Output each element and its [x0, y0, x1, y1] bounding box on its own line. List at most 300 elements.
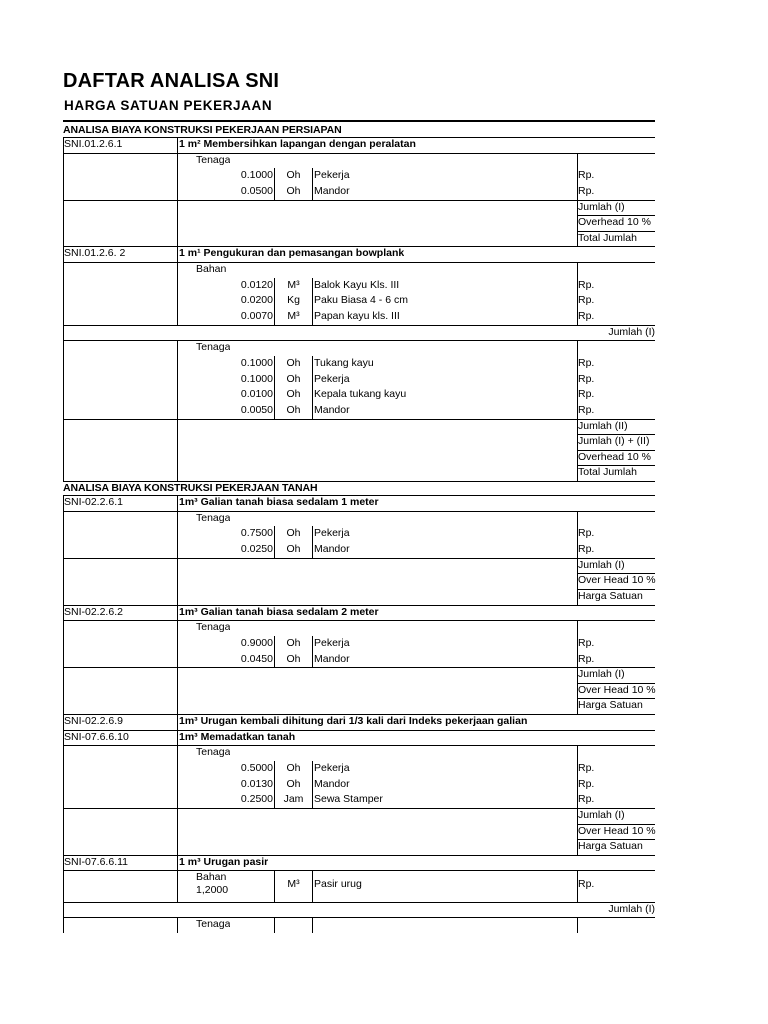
column-rule: [312, 542, 313, 558]
column-rule: [577, 231, 578, 247]
line-price: Rp.: [578, 652, 595, 665]
column-rule: [577, 168, 578, 184]
table-row: [63, 870, 655, 901]
column-rule: [177, 356, 178, 372]
item-description: 1m³ Galian tanah biasa sedalam 2 meter: [179, 605, 379, 618]
column-rule: [577, 262, 578, 278]
column-rule: [274, 777, 275, 793]
column-rule: [63, 293, 64, 309]
column-rule: [63, 589, 64, 605]
item-description: 1m³ Memadatkan tanah: [179, 730, 296, 743]
table-row: [63, 792, 655, 808]
line-unit: Oh: [286, 372, 301, 385]
column-rule: [63, 620, 64, 636]
column-rule: [312, 184, 313, 200]
total-label: Harga Satuan: [578, 589, 643, 602]
table-row: [63, 153, 655, 169]
table-row: [63, 526, 655, 542]
table-row: [63, 511, 655, 527]
column-rule: [177, 698, 178, 714]
subtotal-label: Jumlah (I): [608, 902, 655, 915]
column-rule: [274, 526, 275, 542]
total-label: Overhead 10 %: [578, 450, 651, 463]
column-rule: [63, 526, 64, 542]
column-rule: [274, 356, 275, 372]
item-code: SNI-07.6.6.10: [64, 730, 129, 743]
line-quantity: 0.0500: [240, 184, 273, 197]
group-label: Tenaga: [196, 918, 231, 931]
column-rule: [63, 902, 64, 918]
table-row: [63, 434, 655, 450]
line-name: Pekerja: [314, 372, 350, 385]
group-label: Bahan: [196, 871, 227, 884]
column-rule: [63, 246, 64, 262]
line-price: Rp.: [578, 527, 595, 540]
column-rule: [63, 683, 64, 699]
total-label: Overhead 10 %: [578, 216, 651, 229]
line-name: Pekerja: [314, 636, 350, 649]
line-name: Paku Biasa 4 - 6 cm: [314, 294, 408, 307]
column-rule: [177, 605, 178, 621]
column-rule: [577, 745, 578, 761]
column-rule: [63, 730, 64, 746]
column-rule: [312, 387, 313, 403]
column-rule: [312, 761, 313, 777]
column-rule: [577, 777, 578, 793]
table-row: [63, 340, 655, 356]
column-rule: [274, 168, 275, 184]
line-unit: M³: [287, 310, 300, 323]
total-label: Jumlah (I): [578, 668, 625, 681]
column-rule: [577, 293, 578, 309]
line-price: Rp.: [578, 278, 595, 291]
column-rule: [63, 356, 64, 372]
section-header: ANALISA BIAYA KONSTRUKSI PEKERJAAN TANAH: [63, 482, 318, 495]
column-rule: [577, 340, 578, 356]
column-rule: [274, 403, 275, 419]
column-rule: [312, 403, 313, 419]
item-description: 1 m³ Urugan pasir: [179, 855, 269, 868]
column-rule: [274, 387, 275, 403]
item-description: 1 m² Membersihkan lapangan dengan peralatan: [179, 138, 416, 150]
page-title: DAFTAR ANALISA SNI: [63, 70, 280, 92]
table-row: [63, 636, 655, 652]
column-rule: [577, 153, 578, 169]
table-row: [63, 481, 655, 495]
column-rule: [177, 745, 178, 761]
line-name: Kepala tukang kayu: [314, 388, 407, 401]
column-rule: [577, 652, 578, 668]
line-price: Rp.: [578, 403, 595, 416]
line-quantity: 0.0450: [240, 652, 273, 665]
column-rule: [577, 465, 578, 481]
item-code: SNI-07.6.6.11: [64, 855, 129, 868]
line-unit: M³: [287, 278, 300, 291]
column-rule: [577, 761, 578, 777]
column-rule: [577, 698, 578, 714]
table-row: [63, 231, 655, 247]
table-row: [63, 620, 655, 636]
column-rule: [177, 917, 178, 933]
column-rule: [177, 636, 178, 652]
column-rule: [177, 839, 178, 855]
column-rule: [177, 465, 178, 481]
table-row: [63, 293, 655, 309]
column-rule: [177, 777, 178, 793]
line-price: Rp.: [578, 310, 595, 323]
column-rule: [312, 309, 313, 325]
subtotal-label: Jumlah (I): [608, 325, 655, 338]
line-price: Rp.: [578, 777, 595, 790]
column-rule: [63, 839, 64, 855]
line-quantity: 0.5000: [240, 761, 273, 774]
column-rule: [312, 278, 313, 294]
column-rule: [177, 137, 178, 153]
column-rule: [177, 372, 178, 388]
column-rule: [577, 526, 578, 542]
table-row: [63, 824, 655, 840]
table-row: [63, 558, 655, 574]
line-quantity: 0.1000: [240, 372, 273, 385]
column-rule: [177, 761, 178, 777]
line-price: Rp.: [578, 543, 595, 556]
table-row: [63, 808, 655, 824]
column-rule: [177, 387, 178, 403]
column-rule: [577, 387, 578, 403]
group-label: Tenaga: [196, 621, 231, 634]
table-row: [63, 495, 655, 511]
column-rule: [577, 511, 578, 527]
column-rule: [177, 231, 178, 247]
table-row: [63, 123, 655, 137]
table-row: [63, 450, 655, 466]
line-quantity: 0.1000: [240, 169, 273, 182]
table-row: [63, 902, 655, 918]
item-code: SNI-02.2.6.9: [64, 715, 123, 728]
column-rule: [63, 309, 64, 325]
column-rule: [177, 511, 178, 527]
column-rule: [63, 262, 64, 278]
column-rule: [577, 683, 578, 699]
column-rule: [577, 667, 578, 683]
column-rule: [577, 589, 578, 605]
group-label: Tenaga: [196, 511, 231, 524]
column-rule: [577, 573, 578, 589]
column-rule: [312, 870, 313, 901]
column-rule: [177, 855, 178, 871]
column-rule: [312, 636, 313, 652]
table-row: [63, 683, 655, 699]
total-label: Total Jumlah: [578, 466, 637, 479]
line-unit: Oh: [286, 761, 301, 774]
column-rule: [577, 636, 578, 652]
item-code: SNI.01.2.6. 2: [64, 247, 126, 260]
line-quantity: 0.0100: [240, 388, 273, 401]
column-rule: [63, 419, 64, 435]
group-label: Tenaga: [196, 153, 231, 166]
column-rule: [177, 824, 178, 840]
column-rule: [577, 542, 578, 558]
column-rule: [177, 309, 178, 325]
line-name: Papan kayu kls. III: [314, 310, 400, 323]
line-unit: Oh: [286, 543, 301, 556]
group-label: Tenaga: [196, 341, 231, 354]
table-row: [63, 917, 655, 933]
line-unit: Oh: [286, 652, 301, 665]
column-rule: [63, 511, 64, 527]
column-rule: [177, 730, 178, 746]
column-rule: [274, 542, 275, 558]
total-label: Jumlah (I): [578, 808, 625, 821]
column-rule: [177, 200, 178, 216]
group-inline-qty: 1,2000: [196, 884, 229, 897]
column-rule: [274, 870, 275, 901]
column-rule: [177, 246, 178, 262]
column-rule: [177, 714, 178, 730]
table-row: [63, 419, 655, 435]
column-rule: [274, 652, 275, 668]
column-rule: [63, 325, 64, 341]
column-rule: [577, 870, 578, 901]
column-rule: [63, 667, 64, 683]
table-row: [63, 745, 655, 761]
column-rule: [63, 792, 64, 808]
line-price: Rp.: [578, 793, 595, 806]
column-rule: [177, 542, 178, 558]
column-rule: [312, 293, 313, 309]
column-rule: [312, 777, 313, 793]
item-code: SNI-02.2.6.2: [64, 605, 123, 618]
line-unit: Oh: [286, 356, 301, 369]
column-rule: [274, 792, 275, 808]
column-rule: [577, 824, 578, 840]
column-rule: [177, 340, 178, 356]
column-rule: [177, 168, 178, 184]
line-price: Rp.: [578, 878, 595, 891]
column-rule: [63, 434, 64, 450]
column-rule: [177, 589, 178, 605]
item-code: SNI.01.2.6.1: [64, 138, 123, 150]
column-rule: [312, 652, 313, 668]
column-rule: [274, 761, 275, 777]
column-rule: [577, 356, 578, 372]
column-rule: [312, 792, 313, 808]
table-row: [63, 325, 655, 341]
line-unit: Oh: [286, 777, 301, 790]
column-rule: [177, 293, 178, 309]
line-name: Mandor: [314, 403, 350, 416]
column-rule: [577, 450, 578, 466]
column-rule: [577, 215, 578, 231]
line-price: Rp.: [578, 388, 595, 401]
column-rule: [63, 808, 64, 824]
line-unit: Oh: [286, 636, 301, 649]
column-rule: [63, 558, 64, 574]
line-price: Rp.: [578, 356, 595, 369]
table-row: [63, 777, 655, 793]
column-rule: [577, 309, 578, 325]
analysis-table: [63, 123, 656, 933]
total-label: Jumlah (I): [578, 200, 625, 213]
column-rule: [177, 153, 178, 169]
column-rule: [177, 495, 178, 511]
column-rule: [63, 777, 64, 793]
column-rule: [177, 792, 178, 808]
line-unit: Kg: [287, 294, 300, 307]
column-rule: [177, 870, 178, 901]
line-price: Rp.: [578, 294, 595, 307]
line-price: Rp.: [578, 184, 595, 197]
column-rule: [177, 683, 178, 699]
table-row: [63, 855, 655, 871]
column-rule: [63, 184, 64, 200]
column-rule: [177, 184, 178, 200]
total-label: Over Head 10 %: [578, 824, 656, 837]
column-rule: [177, 652, 178, 668]
column-rule: [312, 526, 313, 542]
line-unit: M³: [287, 878, 300, 891]
column-rule: [177, 434, 178, 450]
line-name: Pekerja: [314, 527, 350, 540]
column-rule: [577, 792, 578, 808]
column-rule: [63, 824, 64, 840]
column-rule: [63, 714, 64, 730]
total-label: Jumlah (I): [578, 558, 625, 571]
line-name: Pekerja: [314, 761, 350, 774]
total-label: Harga Satuan: [578, 699, 643, 712]
line-price: Rp.: [578, 636, 595, 649]
column-rule: [577, 403, 578, 419]
column-rule: [577, 278, 578, 294]
line-name: Mandor: [314, 777, 350, 790]
column-rule: [63, 153, 64, 169]
line-unit: Oh: [286, 169, 301, 182]
table-row: [63, 262, 655, 278]
column-rule: [63, 917, 64, 933]
column-rule: [63, 387, 64, 403]
item-description: 1 m¹ Pengukuran dan pemasangan bowplank: [179, 247, 405, 260]
column-rule: [63, 870, 64, 901]
column-rule: [63, 215, 64, 231]
total-label: Over Head 10 %: [578, 574, 656, 587]
item-description: 1m³ Galian tanah biasa sedalam 1 meter: [179, 496, 379, 509]
column-rule: [577, 839, 578, 855]
group-label: Bahan: [196, 263, 227, 276]
column-rule: [177, 215, 178, 231]
column-rule: [177, 278, 178, 294]
column-rule: [577, 558, 578, 574]
column-rule: [63, 465, 64, 481]
table-row: [63, 698, 655, 714]
column-rule: [63, 745, 64, 761]
column-rule: [312, 168, 313, 184]
line-unit: Jam: [283, 793, 304, 806]
column-rule: [63, 200, 64, 216]
column-rule: [63, 450, 64, 466]
table-row: [63, 356, 655, 372]
column-rule: [177, 667, 178, 683]
column-rule: [312, 372, 313, 388]
column-rule: [63, 372, 64, 388]
column-rule: [577, 808, 578, 824]
column-rule: [177, 808, 178, 824]
table-row: [63, 372, 655, 388]
table-row: [63, 761, 655, 777]
table-row: [63, 714, 655, 730]
table-row: [63, 215, 655, 231]
column-rule: [177, 450, 178, 466]
line-quantity: 0.0050: [240, 403, 273, 416]
line-unit: Oh: [286, 184, 301, 197]
line-name: Pekerja: [314, 169, 350, 182]
column-rule: [63, 137, 64, 153]
column-rule: [63, 652, 64, 668]
table-row: [63, 403, 655, 419]
column-rule: [312, 356, 313, 372]
line-quantity: 0.2500: [240, 793, 273, 806]
line-name: Mandor: [314, 543, 350, 556]
column-rule: [577, 620, 578, 636]
line-quantity: 0.9000: [240, 636, 273, 649]
line-quantity: 0.1000: [240, 356, 273, 369]
column-rule: [177, 419, 178, 435]
column-rule: [274, 278, 275, 294]
column-rule: [577, 200, 578, 216]
line-quantity: 0.0250: [240, 543, 273, 556]
column-rule: [177, 558, 178, 574]
table-row: [63, 168, 655, 184]
column-rule: [63, 573, 64, 589]
column-rule: [63, 698, 64, 714]
line-unit: Oh: [286, 388, 301, 401]
column-rule: [177, 620, 178, 636]
total-label: Jumlah (I) + (II): [578, 435, 650, 448]
table-row: [63, 589, 655, 605]
column-rule: [63, 278, 64, 294]
line-quantity: 0.7500: [240, 527, 273, 540]
table-row: [63, 542, 655, 558]
line-price: Rp.: [578, 761, 595, 774]
table-row: [63, 137, 655, 153]
column-rule: [274, 309, 275, 325]
table-row: [63, 309, 655, 325]
line-unit: Oh: [286, 403, 301, 416]
column-rule: [274, 372, 275, 388]
line-price: Rp.: [578, 372, 595, 385]
total-label: Over Head 10 %: [578, 683, 656, 696]
column-rule: [577, 434, 578, 450]
line-name: Tukang kayu: [314, 356, 374, 369]
column-rule: [577, 184, 578, 200]
column-rule: [63, 340, 64, 356]
table-row: [63, 387, 655, 403]
table-row: [63, 184, 655, 200]
column-rule: [577, 419, 578, 435]
line-name: Mandor: [314, 184, 350, 197]
item-code: SNI-02.2.6.1: [64, 496, 123, 509]
table-row: [63, 246, 655, 262]
table-row: [63, 200, 655, 216]
column-rule: [63, 231, 64, 247]
table-row: [63, 465, 655, 481]
column-rule: [63, 542, 64, 558]
column-rule: [274, 293, 275, 309]
line-name: Mandor: [314, 652, 350, 665]
line-quantity: 0.0130: [240, 777, 273, 790]
column-rule: [63, 761, 64, 777]
section-header: ANALISA BIAYA KONSTRUKSI PEKERJAAN PERSIAPAN: [63, 124, 342, 136]
column-rule: [312, 917, 313, 933]
